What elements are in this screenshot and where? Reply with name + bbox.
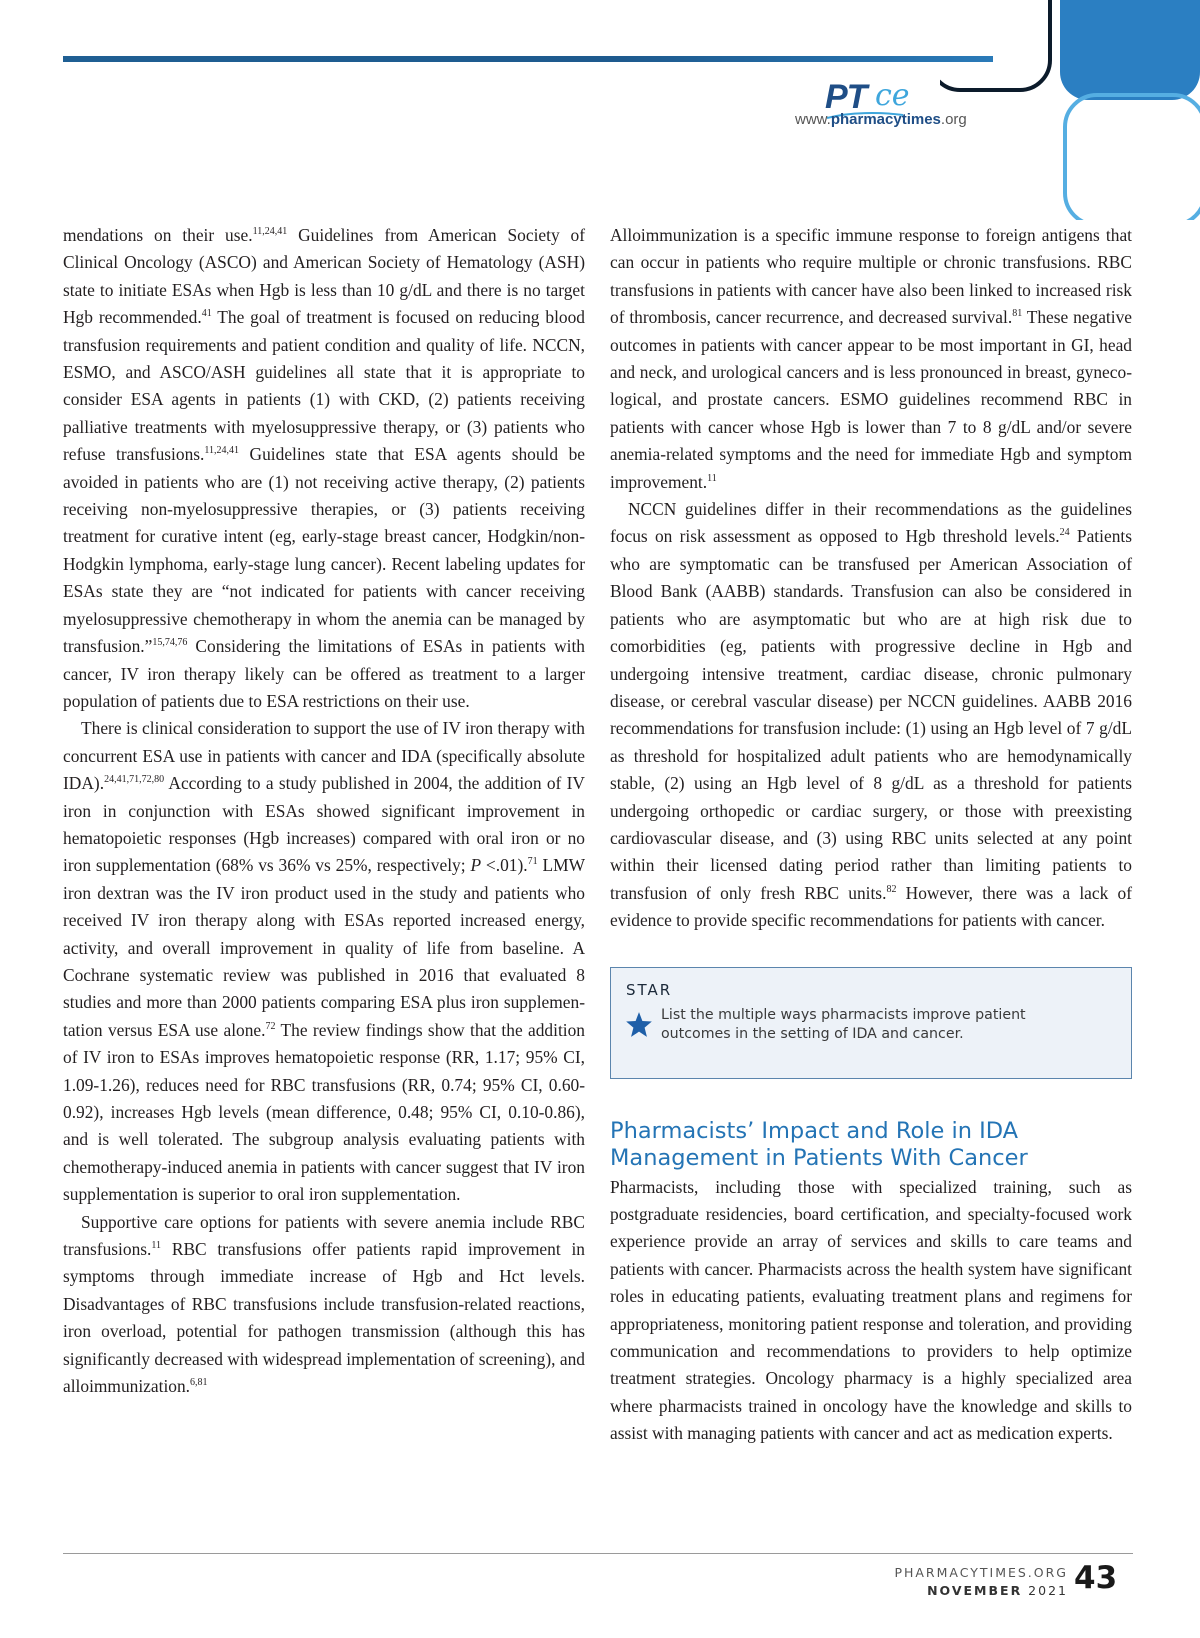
star-callout-text: List the multiple ways pharmacists improve patient outcomes in the setting of IDA and cancer. xyxy=(661,1006,1026,1042)
ptce-logo xyxy=(795,78,1035,138)
star-icon xyxy=(625,1012,653,1039)
page-number: 43 xyxy=(1074,1560,1118,1596)
footer-issue-date: NOVEMBER 2021 xyxy=(927,1583,1068,1598)
paragraph-rbc-transfusions: Supportive care options for patients with severe anemia include RBC transfusions.$^{11}$ RBC transfusions offer patients rapid improvement in symptoms through immediate increase of Hgb and Hct levels. Disadvantages of RBC transfusions include transfusion-related reactions, iron overload, potential for pathogen transmission (although this has significantly decreased with widespread implementation of screening), and alloimmunization.$^{6,81}$ xyxy=(63,1211,585,1397)
website-url[interactable]: www.pharmacytimes.org xyxy=(795,111,967,128)
footer-site: PHARMACYTIMES.ORG xyxy=(894,1565,1068,1580)
header-rule xyxy=(63,56,993,62)
paragraph-iv-iron-esa: There is clinical consideration to support the use of IV iron therapy with concurrent ESA use in patients with cancer and IDA (specifically absolute IDA).$^{24,41,71,72,80}$ According to a study published in 2004, the addition of IV iron in conjunction with ESAs showed significant improvement in hematopoietic responses (Hgb increases) compared with oral iron or no iron supplementation (68% vs 36% vs 25%, respectively; P <.01).$^{71}$ LMW iron dextran was the IV iron product used in the study and patients who received IV iron therapy along with ESAs reported increased energy, activity, and overall improvement in quality of life from baseline. A Cochrane systematic review was published in 2016 that evaluated 8 studies and more than 2000 patients comparing ESA plus iron supplementation versus ESA use alone.$^{72}$ The review findings show that the addition of IV iron to ESAs improves hematopoietic response (RR, 1.17; 95% CI, 1.09-1.26), reduces need for RBC transfusions (RR, 0.74; 95% CI, 0.60-0.92), increases Hgb levels (mean difference, 0.48; 95% CI, 0.10-0.86), and is well tolerated. The subgroup analysis evaluating patients with chemotherapy-induced anemia in patients with cancer suggest that IV iron supplementation is superior to oral iron supplementation. xyxy=(63,718,586,1205)
logo-pt-text: PT xyxy=(825,78,867,116)
paragraph-esa-guidelines: mendations on their use.$^{11,24,41}$ Guidelines from American Society of Clinical Oncology (ASCO) and American Society of Hematology (ASH) state to initiate ESAs when Hgb is less than 10 g/​dL and there is no target Hgb recommended.$^{41}$ The goal of treatment is focused on reducing blood transfusion requirements and patient condition and quality of life. NCCN, ESMO, and ASCO/​ASH guidelines all state that it is appropriate to consider ESA agents in patients (1) with CKD, (2) patients receiving palliative treatments with myelosuppressive therapy, or (3) patients who refuse transfusions.$^{11,24,41}$ Guidelines state that ESA agents should be avoided in patients who are (1) not receiving active therapy, (2) patients receiving non-myelosuppressive therapies, or (3) patients receiving treatment for curative intent (eg, early-stage breast cancer, Hodgkin/non-Hodgkin lymphoma, early-stage lung cancer). Recent labeling updates for ESAs state they are “not indicated for patients with cancer receiving myelosuppressive chemotherapy in whom the anemia can be managed by transfusion.”$^{15,74,76}$ Considering the limitations of ESAs in patients with cancer, IV iron therapy likely can be offered as treatment to a larger population of patients due to ESA restrictions on their use. xyxy=(63,225,586,711)
right-column xyxy=(610,222,1132,1448)
footer-rule xyxy=(63,1553,1133,1554)
paragraph-pharmacists-role: Pharmacists, including those with specialized training, such as postgraduate residencies, board certification, and specialty-focused work experience provide an array of services and skills to care teams and patients with cancer. Pharmacists across the health system have significant roles in educating patients, evaluating treatment plans and regimens for appropriateness, monitoring patient response and toleration, and providing communication and recommendations to providers to help optimize treatment strategies. Oncology pharmacy is a highly specialized area where pharmacists trained in oncology have the knowledge and skills to assist with managing patients with cancer and act as medication experts. xyxy=(610,1176,1132,1444)
paragraph-nccn-guidelines: NCCN guidelines differ in their recommendations as the guidelines focus on risk assessment as opposed to Hgb threshold levels.$^{24}$ Patients who are symptomatic can be transfused per American Association of Blood Bank (AABB) standards. Transfusion can also be considered in patients who are asymptomatic but who are at high risk due to comorbidities (eg, patients with progressive decline in Hgb and undergoing intensive treatment, cardiac disease, chronic pulmonary disease, or cerebral vascular disease) per NCCN guidelines. AABB 2016 recommendations for transfusion include: (1) using an Hgb level of 7 g/dL as threshold for hospitalized adult patients who are hemodynamically stable, (2) using an Hgb level of 8 g/dL as a threshold for patients undergoing orthopedic or cardiac surgery, or those with preexisting cardiovascular disease, and (3) using RBC units selected at any point within their licensed dating period rather than limiting patients to transfusion of only fresh RBC units.$^{82}$ However, there was a lack of evidence to provide specific recommendations for patients with cancer. xyxy=(610,499,1133,931)
logo-ce-text: ce xyxy=(875,78,910,113)
star-callout-box xyxy=(610,967,1132,1079)
star-callout-label: STAR xyxy=(626,980,673,999)
paragraph-alloimmunization: Alloimmunization is a specific immune response to foreign antigens that can occur in patients who require multiple or chronic transfusions. RBC transfusions in patients with cancer have also been linked to increased risk of thrombosis, cancer recurrence, and decreased survival.$^{81}$ These negative outcomes in patients with cancer appear to be most important in GI, head and neck, and urological cancers and is less pronounced in breast, gynecological, and prostate cancers. ESMO guidelines recommend RBC in patients with cancer whose Hgb is lower than 7 to 8 g/dL and/or severe anemia-related symptoms and the need for immediate Hgb and symptom improvement.$^{11}$ xyxy=(610,225,1132,492)
left-column xyxy=(63,222,585,1400)
section-heading: Pharmacists’ Impact and Role in IDA Management in Patients With Cancer xyxy=(610,1117,1028,1171)
